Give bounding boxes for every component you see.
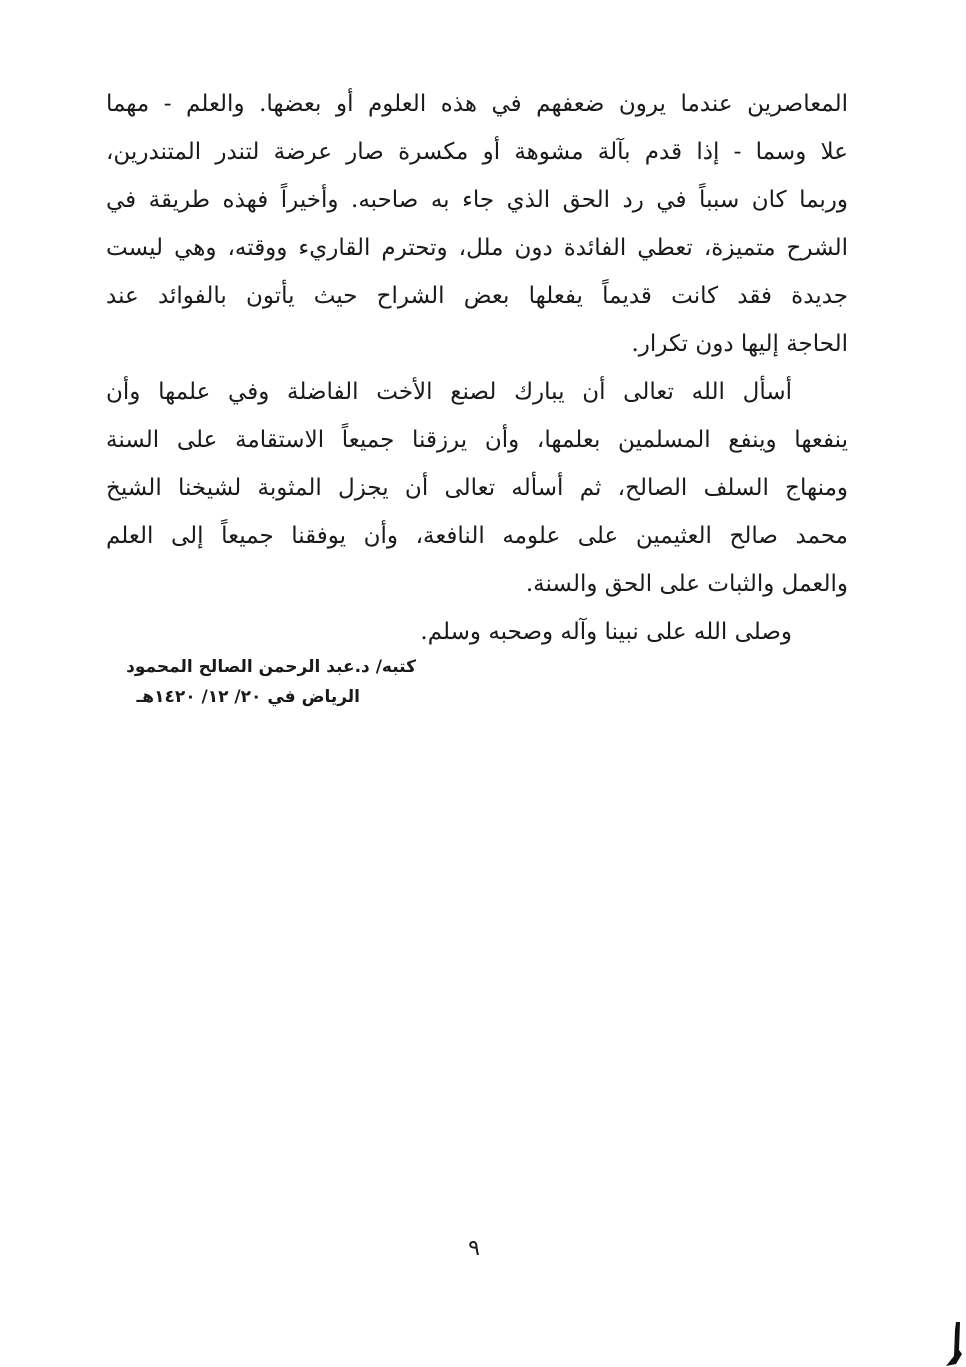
paragraph-1 [106,80,848,368]
text-line: المعاصرين عندما يرون ضعفهم في هذه العلوم أو بعضها. والعلم - مهما [106,91,848,117]
signature-place-date: الرياض في ٢٠/ ١٢/ ١٤٢٠هـ [136,687,360,707]
text-line: علا وسما - إذا قدم بآلة مشوهة أو مكسرة صار عرضة لتندر المتندرين، [106,139,848,165]
signature-author: كتبه/ د.عبد الرحمن الصالح المحمود [126,657,416,677]
text-line: الحاجة إليها دون تكرار. [631,331,848,357]
text-line: محمد صالح العثيمين على علومه النافعة، وأن يوفقنا جميعاً إلى العلم [106,523,848,549]
body-text [106,80,848,656]
text-line: والعمل والثبات على الحق والسنة. [525,571,848,597]
text-line: ومنهاج السلف الصالح، ثم أسأله تعالى أن يجزل المثوبة لشيخنا الشيخ [106,475,848,501]
signature-block [126,652,416,712]
text-line: ينفعها وينفع المسلمين بعلمها، وأن يرزقنا جميعاً الاستقامة على السنة [106,427,848,453]
text-line: جديدة فقد كانت قديماً يفعلها بعض الشراح حيث يأتون بالفوائد عند [106,283,848,309]
page-number: ٩ [468,1236,480,1261]
text-line: وربما كان سبباً في رد الحق الذي جاء به صاحبه. وأخيراً فهذه طريقة في [106,187,848,213]
text-line: الشرح متميزة، تعطي الفائدة دون ملل، وتحترم القاريء ووقته، وهي ليست [106,235,848,261]
paragraph-2 [106,368,848,608]
text-line: أسأل الله تعالى أن يبارك لصنع الأخت الفاضلة وفي علمها وأن [106,379,792,405]
closing-line: وصلى الله على نبينا وآله وصحبه وسلم. [420,619,792,645]
scan-corner-mark [926,1320,966,1367]
